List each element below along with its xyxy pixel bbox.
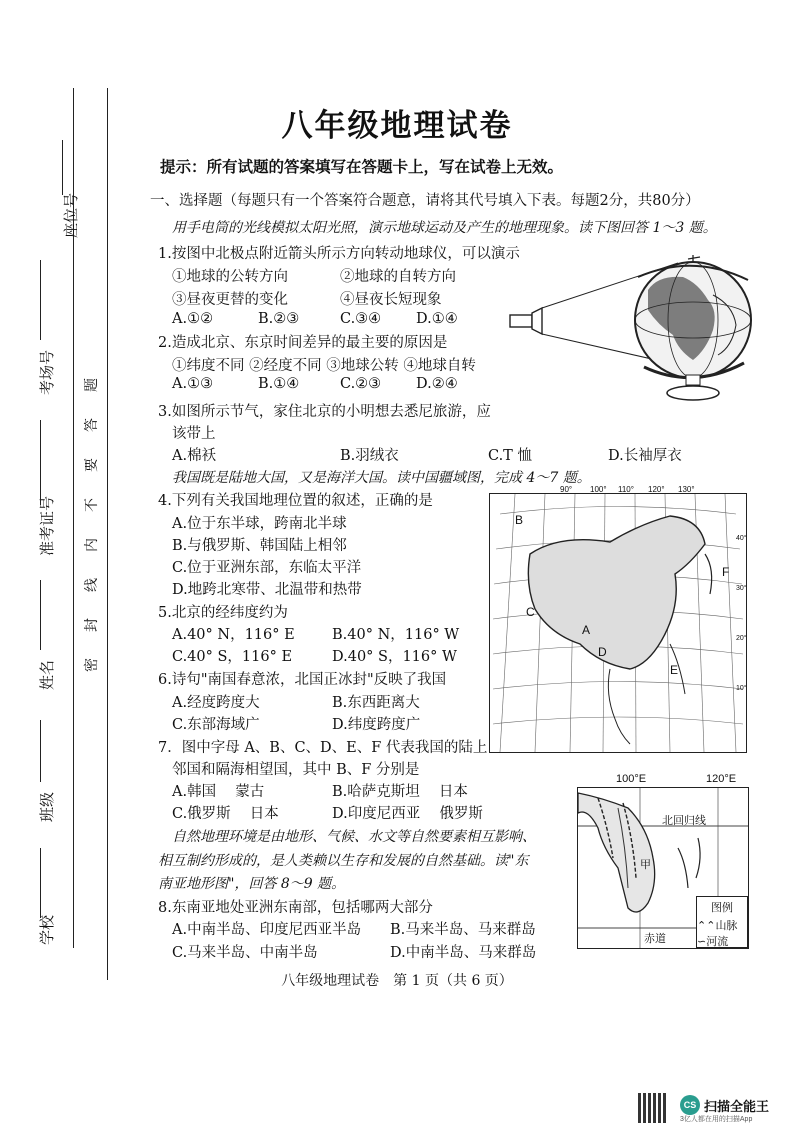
legend-river: [697, 933, 747, 949]
sea-lon-right: 120°E: [706, 773, 737, 785]
map-letter-f: F: [722, 565, 730, 579]
lon-label: 120°: [648, 485, 665, 494]
question-stem: 4.下列有关我国地理位置的叙述，正确的是: [158, 493, 433, 509]
room-number-label: 考场号: [38, 349, 56, 395]
question-stem-cont: 该带上: [172, 426, 216, 442]
statements: ①纬度不同 ②经度不同 ③地球公转 ④地球自转: [172, 358, 476, 374]
globe-figure: [508, 255, 760, 405]
legend-title: 图例: [711, 901, 733, 914]
seal-char: 不: [84, 498, 100, 512]
option-b: B.①④: [258, 376, 300, 392]
map-letter-a: A: [582, 623, 591, 637]
option-c: C.②③: [340, 376, 382, 392]
statement-2: ②地球的自转方向: [340, 269, 456, 285]
legend-mountain-label: 山脉: [715, 919, 738, 932]
question-stem: 7．图中字母 A、B、C、D、E、F 代表我国的陆上: [158, 740, 488, 756]
qr-code: [638, 1093, 668, 1123]
option-b: B.哈萨克斯坦 日本: [332, 784, 468, 800]
seat-number-line: [62, 140, 63, 195]
seal-char: 线: [84, 578, 100, 592]
option-b: B.②③: [258, 311, 300, 327]
map-letter-b: B: [515, 513, 524, 527]
name-line: [40, 580, 41, 650]
map-letter-c: C: [526, 605, 535, 619]
option-a: A.中南半岛、印度尼西亚半岛: [172, 922, 362, 938]
school-label: 学校: [38, 914, 56, 945]
option-b: B.羽绒衣: [340, 448, 399, 464]
china-outline: [528, 516, 705, 669]
seal-char: 题: [84, 378, 100, 392]
option-c: C.俄罗斯 日本: [172, 806, 279, 822]
lon-label: 110°: [618, 485, 634, 494]
option-d: D.①④: [416, 311, 458, 327]
question-stem: 6.诗句"南国春意浓，北国正冰封"反映了我国: [158, 672, 447, 688]
option-d: D.中南半岛、马来群岛: [390, 945, 537, 961]
class-line: [40, 720, 41, 782]
seat-number-label: 座位号: [62, 192, 80, 238]
legend-mountain: [697, 917, 747, 933]
option-c: C.40° S，116° E: [172, 649, 293, 665]
option-a: A.40° N，116° E: [172, 627, 295, 643]
lon-label: 100°: [590, 485, 607, 494]
option-a: A.①③: [172, 376, 214, 392]
question-stem: 8.东南亚地处亚洲东南部，包括哪两大部分: [158, 900, 433, 916]
lat-label: 20°: [736, 635, 747, 642]
option-b: B.与俄罗斯、韩国陆上相邻: [172, 538, 347, 554]
sea-lon-left: 100°E: [616, 773, 647, 785]
statement-4: ④昼夜长短现象: [340, 292, 442, 308]
region-jia: 甲: [640, 858, 651, 871]
ticket-number-line: [40, 420, 41, 505]
option-c: C.马来半岛、中南半岛: [172, 945, 318, 961]
statement-1: ①地球的公转方向: [172, 269, 288, 285]
page-title: 八年级地理试卷: [281, 108, 513, 144]
question-stem: 5.北京的经纬度约为: [158, 605, 288, 621]
class-label: 班级: [38, 791, 56, 822]
china-territory-map: [489, 493, 747, 753]
option-a: A.位于东半球，跨南北半球: [172, 516, 347, 532]
option-b: B.马来半岛、马来群岛: [390, 922, 536, 938]
equator-label: 赤道: [644, 932, 666, 945]
option-c: C.位于亚洲东部，东临太平洋: [172, 560, 362, 576]
map-legend: [696, 896, 748, 948]
question-stem: 2.造成北京、东京时间差异的最主要的原因是: [158, 335, 448, 351]
intro-text: 我国既是陆地大国，又是海洋大国。读中国疆域图，完成 4～7 题。: [172, 470, 591, 486]
intro-text: 南亚地形图"，回答 8～9 题。: [158, 876, 346, 892]
option-a: A.经度跨度大: [172, 695, 260, 711]
seal-text: [82, 378, 102, 672]
room-number-line: [40, 260, 41, 340]
name-label: 姓名: [38, 659, 56, 690]
option-c: C.③④: [340, 311, 382, 327]
legend-river-label: 河流: [706, 935, 729, 948]
ticket-number-label: 准考证号: [38, 495, 56, 556]
scanner-tagline: 3亿人都在用的扫描App: [680, 1116, 753, 1123]
river-icon: ∽: [697, 935, 707, 948]
option-a: A.①②: [172, 311, 214, 327]
seal-char: 内: [84, 538, 100, 552]
southeast-asia-map: [577, 787, 749, 949]
intro-text: 用手电筒的光线模拟太阳光照，演示地球运动及产生的地理现象。读下图回答 1～3 题。: [172, 220, 717, 236]
option-d: D.40° S，116° W: [332, 649, 457, 665]
page-footer: 八年级地理试卷 第 1 页（共 6 页）: [281, 973, 513, 989]
option-d: D.纬度跨度广: [332, 717, 421, 733]
option-d: D.印度尼西亚 俄罗斯: [332, 806, 483, 822]
question-stem: 1.按图中北极点附近箭头所示方向转动地球仪，可以演示: [158, 246, 520, 262]
lon-label: 130°: [678, 485, 695, 494]
option-c: C.东部海域广: [172, 717, 260, 733]
option-a: A.棉袄: [172, 448, 217, 464]
lon-label: 90°: [560, 485, 573, 494]
school-line: [40, 848, 41, 918]
seal-char: 答: [84, 418, 100, 432]
option-a: A.韩国 蒙古: [172, 784, 265, 800]
question-stem: 3.如图所示节气，家住北京的小明想去悉尼旅游，应: [158, 404, 491, 420]
section-heading: 一、选择题（每题只有一个答案符合题意，请将其代号填入下表。每题2分，共80分）: [150, 193, 700, 209]
option-c: C.T 恤: [488, 448, 532, 464]
option-b: B.东西距离大: [332, 695, 420, 711]
seal-char: 要: [84, 458, 100, 472]
question-stem-cont: 邻国和隔海相望国，其中 B、F 分别是: [172, 762, 420, 778]
statement-3: ③昼夜更替的变化: [172, 292, 288, 308]
option-d: D.长袖厚衣: [608, 448, 682, 464]
lat-label: 10°: [736, 685, 747, 692]
seal-char: 密: [84, 658, 100, 672]
seal-char: 封: [84, 618, 100, 632]
map-letter-e: E: [670, 663, 679, 677]
globe: [635, 255, 751, 400]
map-lon-label: [556, 494, 568, 495]
scanner-name: 扫描全能王: [704, 1099, 770, 1114]
map-letter-d: D: [598, 645, 607, 659]
option-d: D.②④: [416, 376, 458, 392]
lat-label: 40°: [736, 535, 747, 542]
scanner-logo: CS: [680, 1095, 700, 1115]
tropic-label: 北回归线: [662, 814, 706, 827]
intro-text: 自然地理环境是由地形、气候、水文等自然要素相互影响、: [172, 829, 536, 845]
lat-label: 30°: [736, 585, 747, 592]
margin-line-right: [107, 88, 108, 980]
intro-text: 相互制约形成的，是人类赖以生存和发展的自然基础。读"东: [158, 853, 529, 869]
option-d: D.地跨北寒带、北温带和热带: [172, 582, 362, 598]
option-b: B.40° N，116° W: [332, 627, 460, 643]
exam-hint: 提示：所有试题的答案填写在答题卡上，写在试卷上无效。: [160, 157, 564, 176]
mountain-icon: ⌃⌃: [697, 919, 716, 932]
